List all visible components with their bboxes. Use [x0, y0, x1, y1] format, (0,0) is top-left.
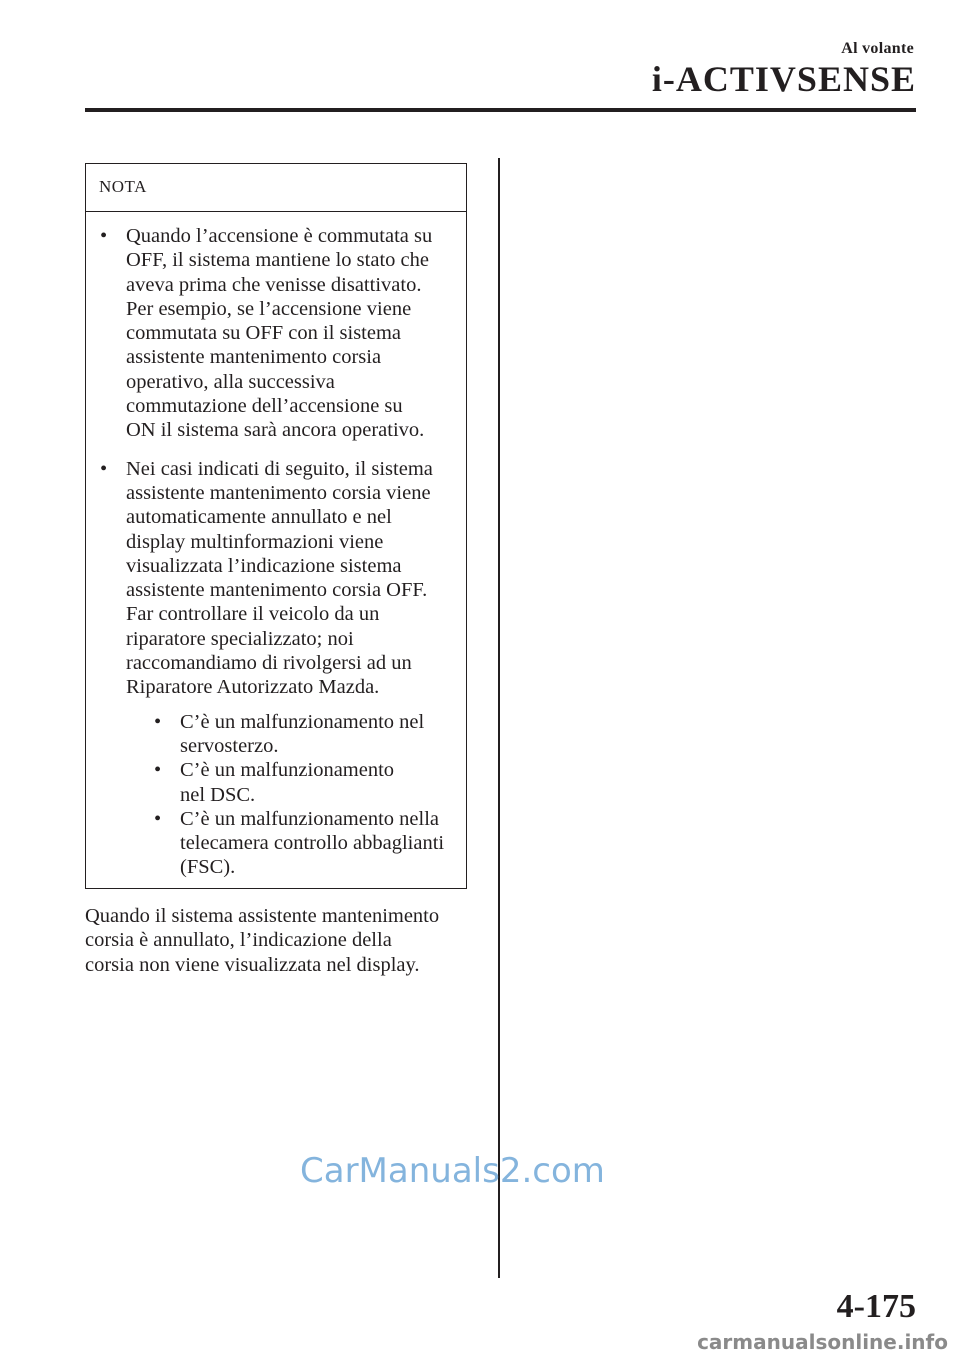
section-title: i-ACTIVSENSE: [651, 59, 916, 99]
bullet-icon: •: [154, 759, 162, 782]
list-item-text: C’è un malfunzionamento nel DSC.: [180, 759, 395, 806]
bullet-icon: •: [100, 457, 108, 480]
bullet-icon: •: [154, 807, 162, 830]
note-sublist: [152, 710, 444, 880]
note-paragraph: [100, 224, 458, 443]
note-paragraph-text: Nei casi indicati di seguito, il sistema assistente mantenimento corsia viene automaticamente annullato e nel display multinformazioni viene visualizzata l’indicazione sistema assistente mantenimento corsia OFF. Far controllare il veicolo da un riparatore specializzato; noi raccomandiamo di rivolgersi ad un Riparatore Autorizzato Mazda.: [126, 457, 433, 699]
list-item: [152, 710, 444, 759]
footer-url[interactable]: carmanualsonline.info: [697, 1330, 948, 1354]
body-paragraph: Quando il sistema assistente mantenimento corsia è annullato, l’indicazione della corsia non viene visualizzata nel display.: [85, 905, 440, 976]
note-body: [86, 212, 466, 880]
list-item-text: C’è un malfunzionamento nella telecamera controllo abbaglianti (FSC).: [180, 807, 445, 879]
column-divider: [498, 158, 500, 1278]
list-item: [152, 807, 444, 880]
bullet-icon: •: [100, 225, 108, 247]
section-label: Al volante: [841, 40, 914, 57]
list-item-text: C’è un malfunzionamento nel servosterzo.: [180, 710, 425, 757]
bullet-icon: •: [154, 710, 162, 733]
note-paragraph-text: Quando l’accensione è commutata su OFF, il sistema mantiene lo stato che aveva prima che venisse disattivato. Per esempio, se l’accensione viene commutata su OFF con il sistema assistente mantenimento corsia operativo, alla successiva commutazione dell’accensione su ON il sistema sarà ancora operativo.: [126, 225, 433, 442]
list-item: [152, 758, 444, 807]
note-paragraph: [100, 457, 458, 880]
watermark: CarManuals2.com: [300, 1151, 605, 1191]
page-number: 4-175: [836, 1288, 916, 1325]
note-box: [85, 163, 467, 889]
note-heading: NOTA: [86, 164, 466, 212]
header-rule: [85, 108, 916, 112]
